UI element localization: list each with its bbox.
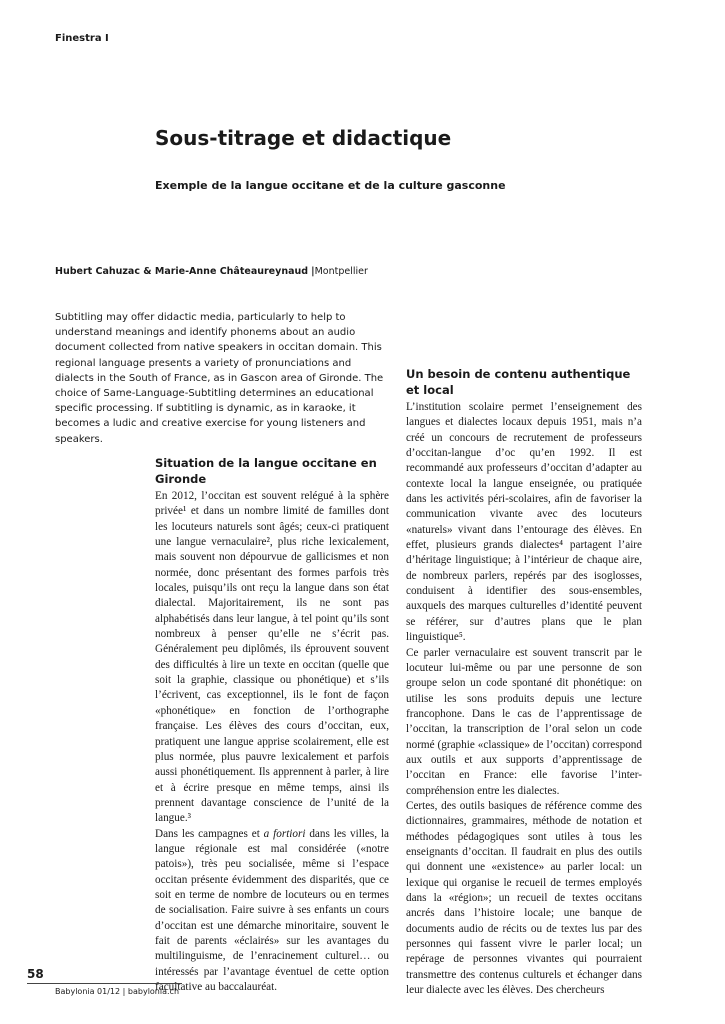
page-number: 58 bbox=[27, 967, 44, 981]
italic-phrase: a fortiori bbox=[263, 827, 306, 840]
article-title: Sous-titrage et didactique bbox=[155, 126, 452, 150]
running-header: Finestra I bbox=[55, 33, 109, 44]
paragraph: Certes, des outils basiques de référence comme des dictionnaires, grammaires, méthode de notation et méthodes pédagogiques sont utiles à tous les enseignants d’occitan. Il faudrait en plus des outils qui donnent une «existence» au parler local: un lexique qui organise le recueil de termes employés dans la «région»; un recueil de textes occitans ancrés dans l’histoire locale; une banque de documents audio de récits ou de textes lus par des personnes qui fassent vivre le parler local; un repérage de personnes vivantes qui pourraient transmettre des contenus culturels et échanger dans leur dialecte avec les élèves. Des chercheurs bbox=[406, 799, 642, 997]
author-separator: | bbox=[311, 266, 315, 277]
author-line bbox=[55, 266, 368, 277]
text-run: Dans les campagnes et bbox=[155, 827, 264, 840]
footer-citation: Babylonia 01/12 | babylonia.ch bbox=[55, 987, 180, 996]
section-heading-besoin: Un besoin de contenu authentique et local bbox=[406, 367, 631, 397]
paragraph: L’institution scolaire permet l’enseignement des langues et dialectes locaux depuis 1951, mais n’a créé un concours de recrutement de professeurs d’occitan-langue d’oc qu’en 1992. Il est recommandé aux professeurs d’occitan d’adapter au contexte local la langue enseignée, ou pratiquée dans les activités péri-scolaires, afin de favoriser la communication vivante avec des locuteurs «naturels» vivant dans l’entourage des élèves. En effet, plusieurs grands dialectes⁴ partagent l’aire d’héritage linguistique; à l’intérieur de chaque aire, de nombreux parlers, repérés par des isoglosses, conduisent à identifier des sous-ensembles, auxquels des marques culturelles d’identité peuvent se référer, sur d’autres plans que le plan linguistique⁵. bbox=[406, 401, 642, 644]
paragraph: Ce parler vernaculaire est souvent transcrit par le locuteur lui-même ou par une personne de son groupe selon un code spontané dit phonétique: on utilise les sons produits depuis une lecture francophone. Dans le cas de l’apprentissage de l’occitan, la transcription de l’oral selon un code normé (graphie «classique» de l’occitan) correspond aux outils et aux supports d’apprentissage de l’occitan en France: elle favorise l’inter-compréhension entre les dialectes. bbox=[406, 646, 642, 797]
article-subtitle: Exemple de la langue occitane et de la culture gasconne bbox=[155, 179, 506, 192]
paragraph bbox=[155, 827, 389, 996]
abstract: Subtitling may offer didactic media, particularly to help to understand meanings and identify phonems about an audio document collected from native speakers in occitan domain. This regional language presents a variety of pronunciations and dialects in the South of France, as in Gascon area of Gironde. The choice of Same-Language-Subtitling determines an educational specific processing. If subtitling is dynamic, as in karaoke, it becomes a ludic and creative exercise for young listeners and speakers. bbox=[55, 312, 384, 445]
column-right bbox=[406, 366, 642, 998]
footer-divider bbox=[27, 983, 182, 984]
author-location: Montpellier bbox=[314, 266, 368, 277]
column-left bbox=[155, 455, 389, 995]
section-heading-situation: Situation de la langue occitane en Gironde bbox=[155, 456, 377, 486]
author-names: Hubert Cahuzac & Marie-Anne Châteaureynaud bbox=[55, 266, 309, 277]
text-run: dans les villes, la langue régionale est mal considérée («notre patois»), très peu socialisée, même si l’espace occitan présente évidemment des disparités, que ce soit en terme de nombre de locuteurs ou en termes de socialisation. Faire suivre à ses enfants un cours d’occitan est une démarche minoritaire, souvent le fait de parents «éclairés» sur les avantages du multilinguisme, de l’enracinement culturel… ou intéressés par l’avantage éventuel de cette option facultative au baccalauréat. bbox=[155, 827, 389, 993]
paragraph: En 2012, l’occitan est souvent relégué à la sphère privée¹ et dans un nombre limité de familles dont les locuteurs naturels sont âgés; ceux-ci pratiquent une langue vernaculaire², plus riche lexicalement, mais souvent non dépourvue de gallicismes et non normée, donc présentant des formes parfois très locales, puisqu’ils ont reçu la langue dans son état dialectal. Majoritairement, ils ne sont pas alphabétisés dans leur langue, à tel point qu’ils sont nombreux à penser qu’elle ne s’écrit pas. Généralement peu diplômés, ils éprouvent souvent des difficultés à lire un texte en occitan (quelle que soit la graphie, classique ou phonétique) et s’ils l’écrivent, cas exceptionnel, ils le font de façon «phonétique» en fonction de l’orthographe française. Les élèves des cours d’occitan, eux, pratiquent une langue apprise scolairement, elle est plus normée, plus pauvre lexicalement et parfois aussi phonétiquement. Ils apprennent à parler, à lire et à écrire presque en même temps, ainsi ils prennent davantage conscience de l’unité de la langue.³ bbox=[155, 490, 389, 825]
